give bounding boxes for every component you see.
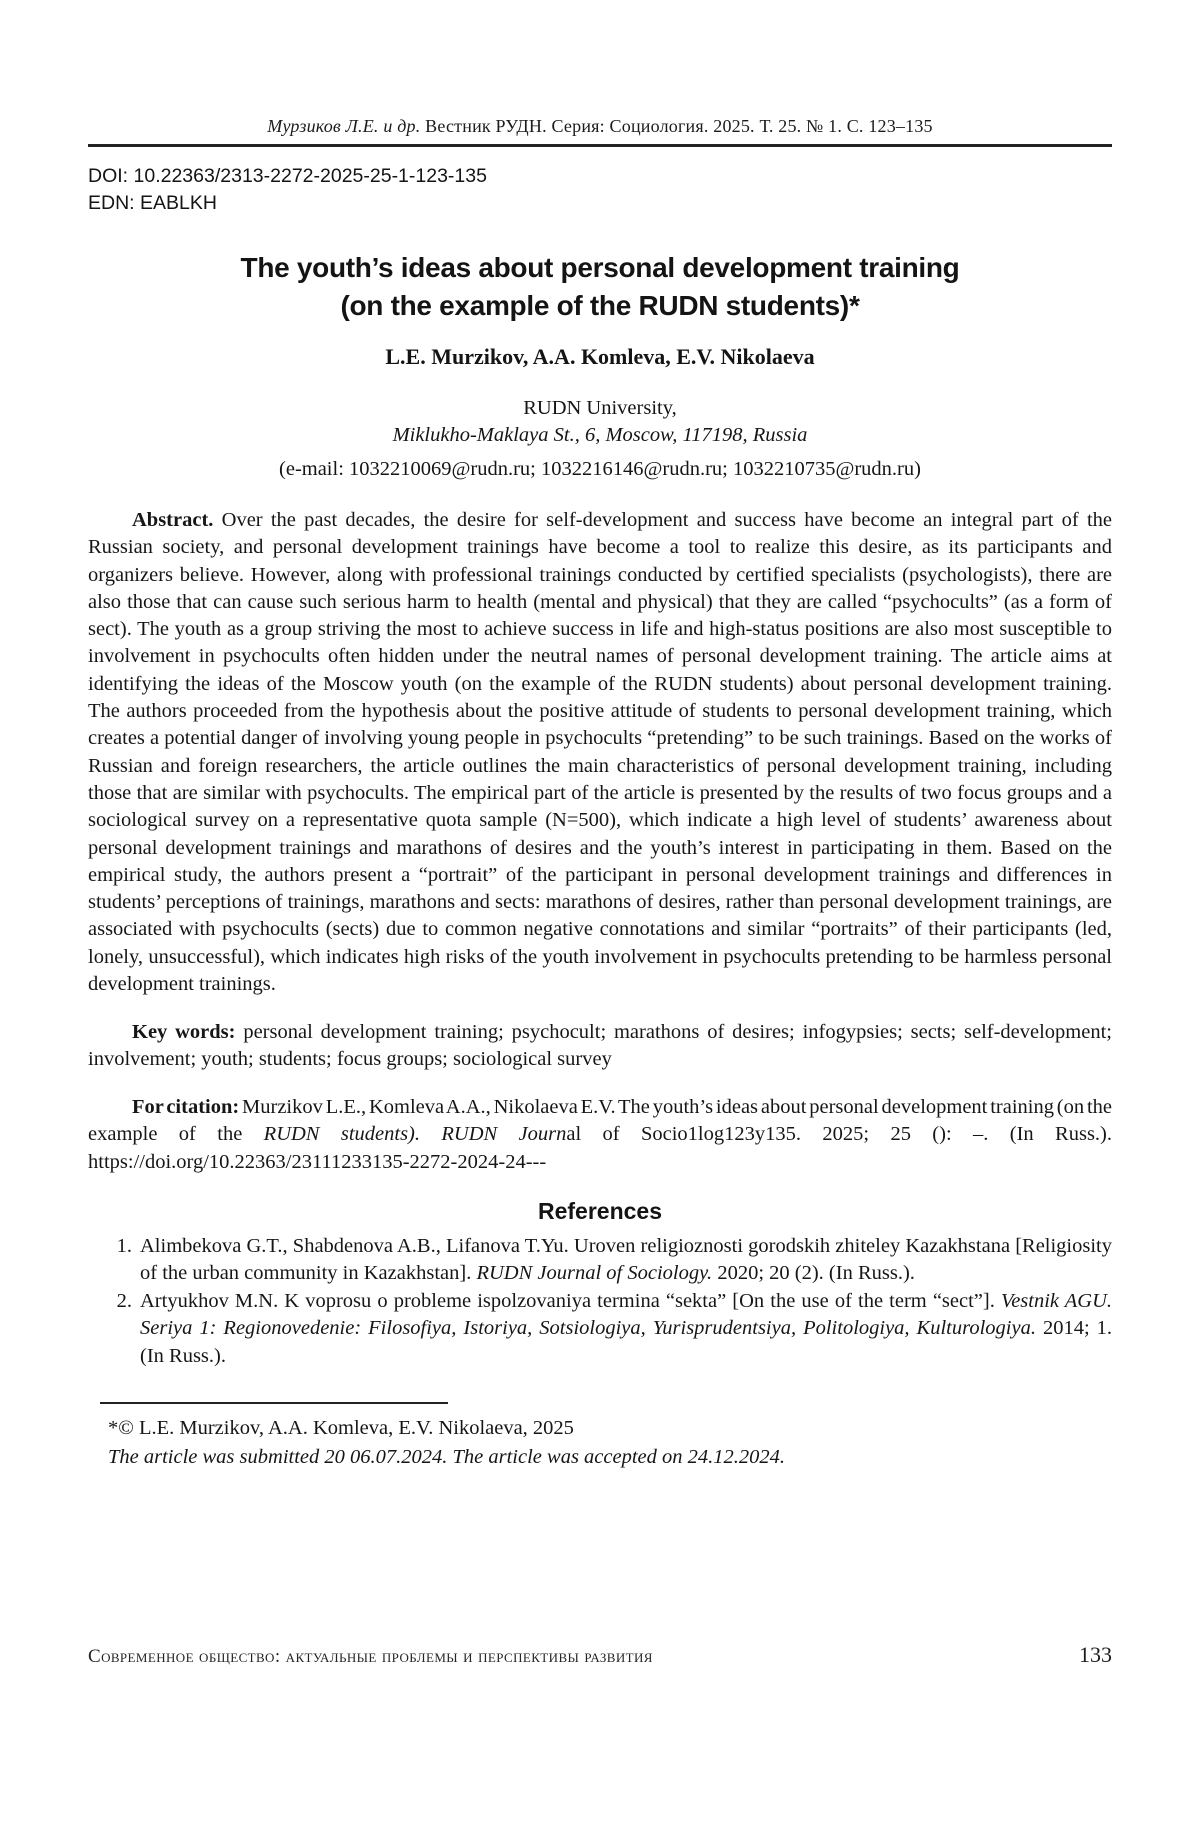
authors-line: L.E. Murzikov, A.A. Komleva, E.V. Nikolaeva	[385, 344, 815, 369]
reference-tail: 2020; 20 (2). (In Russ.).	[712, 1262, 915, 1285]
affiliation-block	[88, 395, 1112, 449]
reference-number: 2.	[116, 1289, 132, 1312]
reference-number: 1.	[116, 1234, 132, 1257]
abstract-label: Abstract.	[132, 509, 214, 531]
citation-italic: RUDN students). RUDN Journ	[263, 1123, 567, 1146]
reference-text: Alimbekova G.T., Shabdenova A.B., Lifanova T.Yu. Uroven religioznosti gorodskih zhiteley Kazakhstana [Religiosity of the urban community in Kazakhstan].	[140, 1234, 1112, 1285]
keywords-text: personal development training; psychocult; marathons of desires; infogypsies; sects; self-development; involvement; youth; students; focus groups; sociological survey	[88, 1020, 1112, 1071]
running-head	[88, 116, 1112, 137]
article-title-line1: The youth’s ideas about personal development training	[240, 252, 960, 283]
meta-block	[88, 163, 1112, 217]
references-heading: References	[537, 1197, 663, 1224]
emails-line: (e-mail: 1032210069@rudn.ru; 1032216146@rudn.ru; 1032210735@rudn.ru)	[279, 458, 921, 480]
reference-tail: 2014; 1. (In Russ.).	[140, 1317, 1113, 1367]
reference-source-italic: RUDN Journal of Sociology.	[476, 1262, 713, 1285]
references-list	[88, 1233, 1112, 1371]
keywords-label: Key words:	[132, 1020, 236, 1043]
footnote-copyright: *© L.E. Murzikov, A.A. Komleva, E.V. Nikolaeva, 2025	[108, 1417, 574, 1440]
edn-line: EDN: EABLKH	[88, 192, 217, 214]
running-head-journal: Вестник РУДН. Серия: Социология. 2025. Т. 25. № 1. С. 123–135	[420, 116, 933, 136]
footer-page-number: 133	[1079, 1642, 1112, 1667]
reference-item	[88, 1288, 1112, 1371]
affiliation-university: RUDN University,	[523, 397, 677, 419]
citation-label: For citation:	[132, 1095, 240, 1118]
footnote-rule	[100, 1402, 448, 1404]
abstract-paragraph	[88, 507, 1112, 998]
footer-section-title: Современное общество: актуальные проблемы и перспективы развития	[88, 1646, 653, 1667]
running-head-authors: Мурзиков Л.Е. и др.	[267, 116, 421, 136]
keywords-paragraph	[88, 1019, 1112, 1074]
article-title	[88, 249, 1112, 325]
citation-paragraph	[88, 1094, 1112, 1176]
reference-source-italic: Vestnik AGU. Seriya 1: Regionovedenie: Filosofiya, Istoriya, Sotsiologiya, Yurisprudentsiya, Politologiya, Kulturologiya.	[140, 1289, 1113, 1340]
reference-item	[88, 1233, 1112, 1288]
citation-text-2: al of Socio1log123y135. 2025; 25 (): –. (In Russ.). https://doi.org/10.22363/23111233135-2272-2024-24---	[88, 1123, 1113, 1173]
footnote-dates: The article was submitted 20 06.07.2024. The article was accepted on 24.12.2024.	[108, 1445, 786, 1468]
reference-text: Artyukhov M.N. K voprosu o probleme ispolzovaniya termina “sekta” [On the use of the term “sect”].	[140, 1289, 1001, 1312]
page-footer	[88, 1642, 1112, 1668]
header-rule	[88, 144, 1112, 147]
footnote-text	[88, 1414, 1112, 1471]
doi-line: DOI: 10.22363/2313-2272-2025-25-1-123-135	[88, 165, 487, 187]
article-title-line2: (on the example of the RUDN students)*	[340, 290, 860, 321]
citation-text-1: Murzikov L.E., Komleva A.A., Nikolaeva E.V. The youth’s ideas about personal development training (on the example of the	[88, 1095, 1112, 1146]
affiliation-address: Miklukho-Maklaya St., 6, Moscow, 117198, Russia	[392, 424, 808, 446]
abstract-text: Over the past decades, the desire for self-development and success have become an integral part of the Russian society, and personal development trainings have become a tool to realize this desire, as its participants and organizers believe. However, along with professional trainings conducted by certified specialists (psychologists), there are also those that can cause such serious harm to health (mental and physical) that they are called “psychocults” (as a form of sect). The youth as a group striving the most to achieve success in life and high-status positions are also most susceptible to involvement in psychocults often hidden under the neutral names of personal development training. The article aims at identifying the ideas of the Moscow youth (on the example of the RUDN students) about personal development training. The authors proceeded from the hypothesis about the positive attitude of students to personal development training, which creates a potential danger of involving young people in psychocults “pretending” to be such trainings. Based on the works of Russian and foreign researchers, the article outlines the main characteristics of personal development training, including those that are similar with psychocults. The empirical part of the article is presented by the results of two focus groups and a sociological survey on a representative quota sample (N=500), which indicate a high level of students’ awareness about personal development trainings and marathons of desires and the youth’s interest in participating in them. Based on the empirical study, the authors present a “portrait” of the participant in personal development trainings and differences in students’ perceptions of trainings, marathons and sects: marathons of desires, rather than personal development trainings, are associated with psychocults (sects) due to common negative connotations and similar “portraits” of their participants (led, lonely, unsuccessful), which indicates high risks of the youth involvement in psychocults pretending to be harmless personal development trainings.	[88, 509, 1112, 996]
footnote-block	[88, 1402, 1112, 1471]
